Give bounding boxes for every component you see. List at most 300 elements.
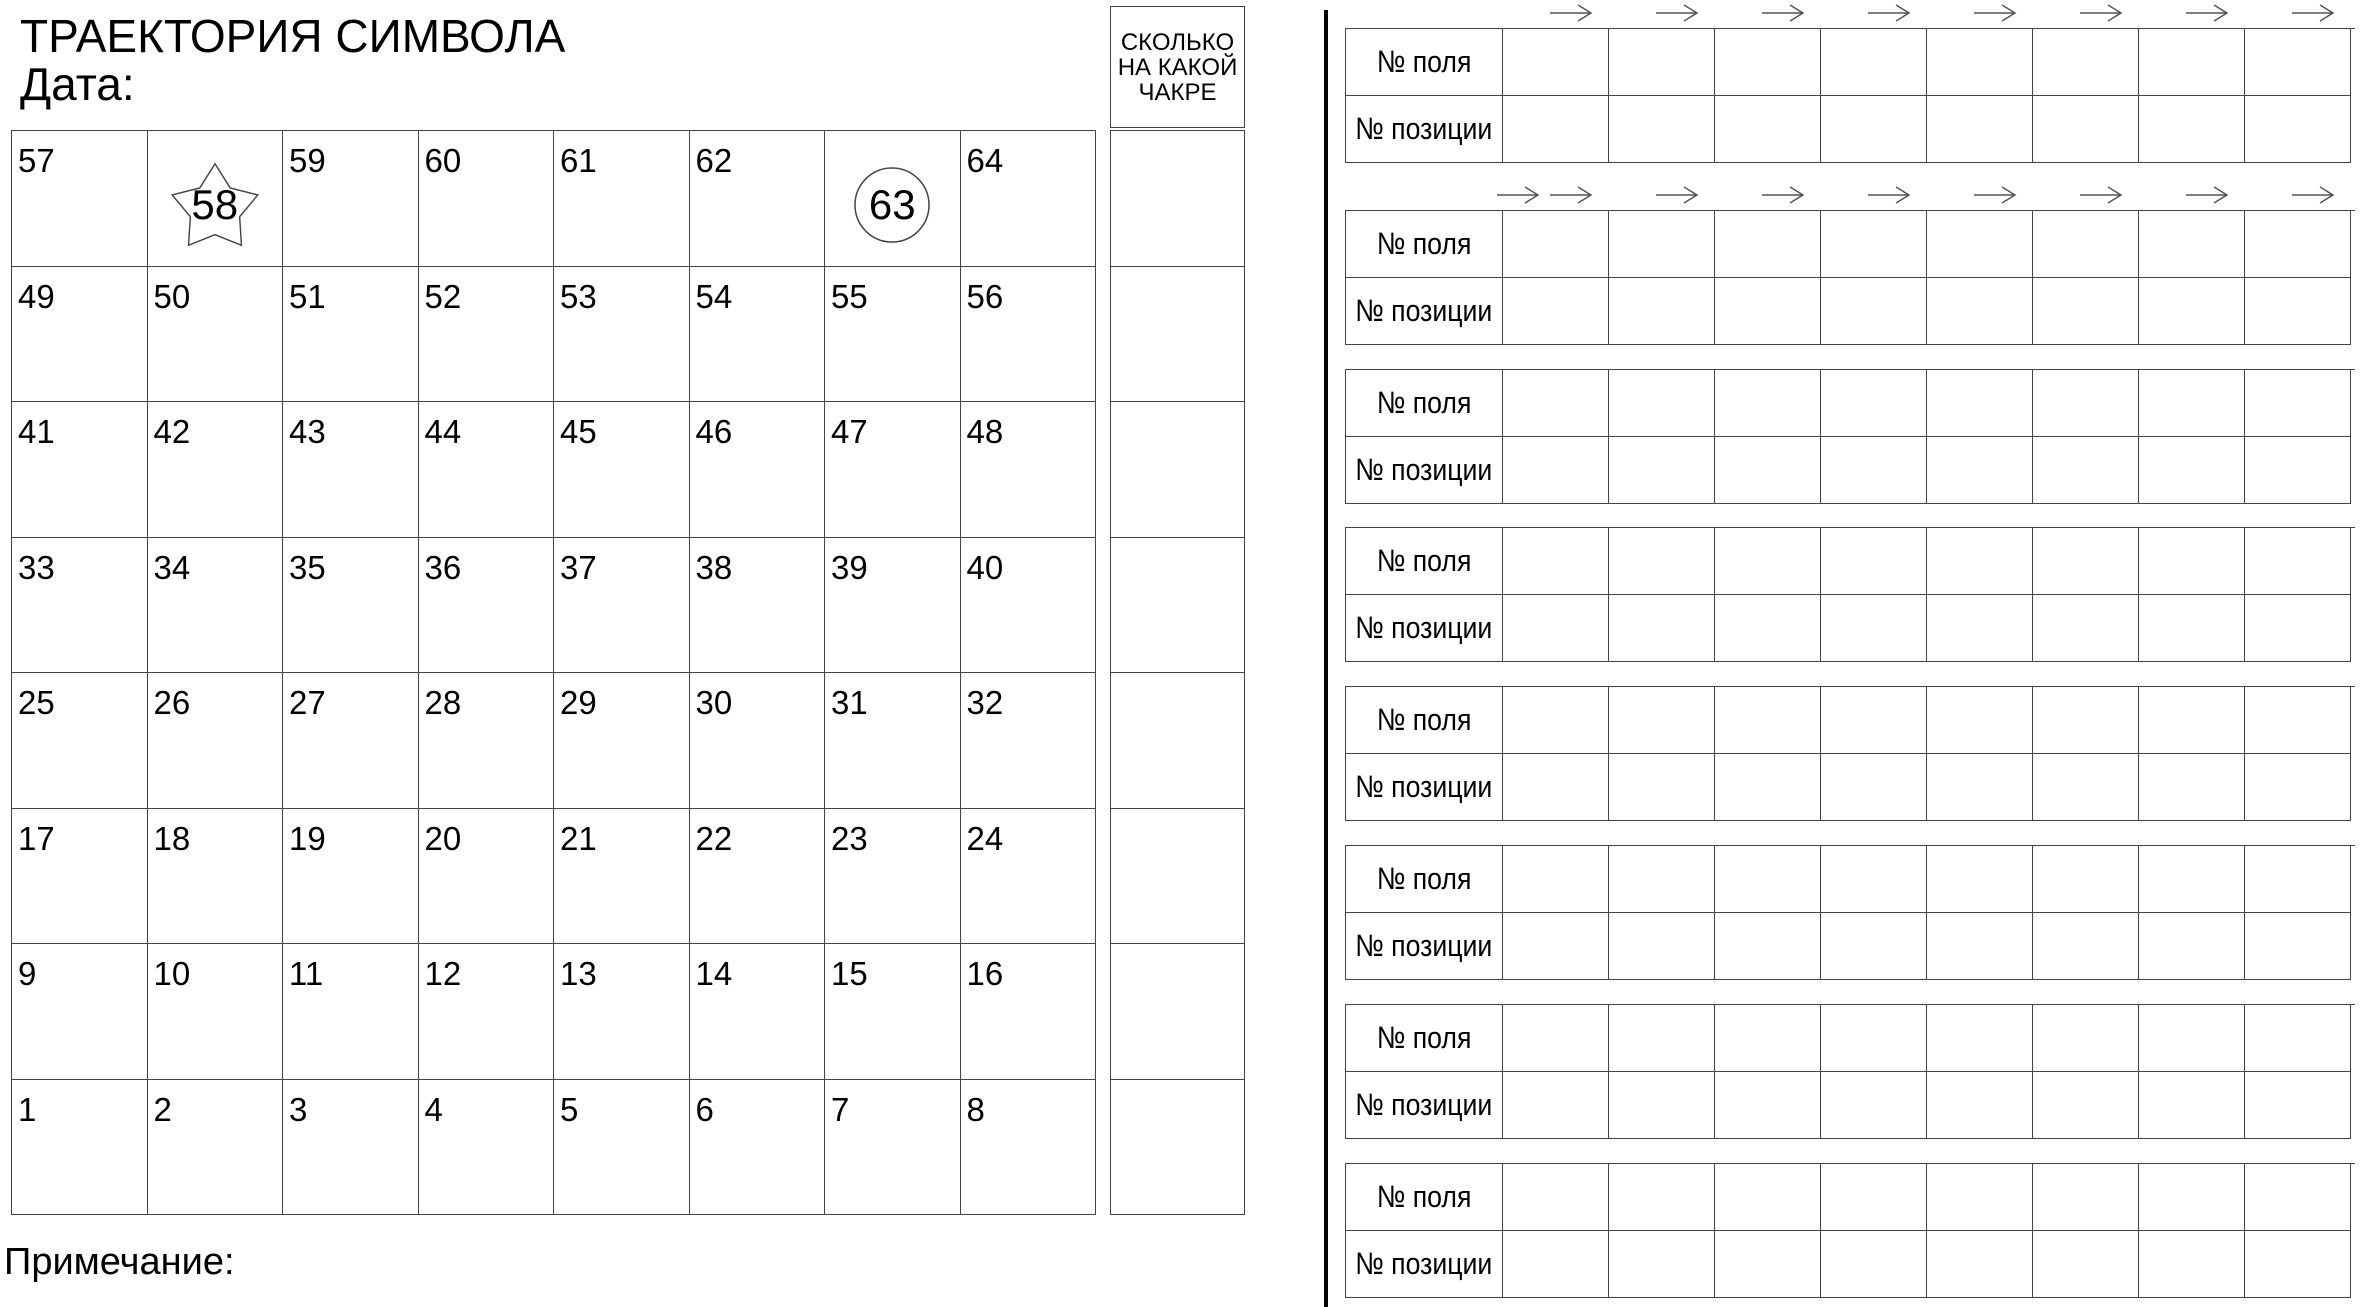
field-number-cell[interactable] bbox=[1503, 370, 1609, 437]
chakra-column bbox=[1110, 130, 1245, 1215]
cell-number: 62 bbox=[695, 142, 733, 179]
grid-cell[interactable] bbox=[283, 538, 419, 674]
date-label: Дата: bbox=[20, 58, 135, 110]
grid-cell[interactable] bbox=[554, 1080, 690, 1216]
grid-cell[interactable] bbox=[554, 131, 690, 267]
position-number-cell[interactable] bbox=[2245, 278, 2351, 345]
position-number-cell[interactable] bbox=[1503, 913, 1609, 980]
chakra-header-box bbox=[1110, 6, 1245, 128]
position-number-cell[interactable] bbox=[2033, 913, 2139, 980]
row-label-text: № позиции bbox=[1355, 769, 1493, 804]
cell-number: 12 bbox=[424, 955, 462, 992]
cell-number: 57 bbox=[18, 142, 55, 179]
cell-number: 16 bbox=[966, 955, 1004, 992]
field-number-cell[interactable] bbox=[2245, 211, 2351, 278]
position-number-cell[interactable] bbox=[2033, 1072, 2139, 1139]
page-title: ТРАЕКТОРИЯ СИМВОЛА bbox=[20, 10, 566, 62]
position-number-cell[interactable] bbox=[1821, 913, 1927, 980]
cell-number: 17 bbox=[18, 819, 55, 857]
field-number-cell[interactable] bbox=[1503, 687, 1609, 754]
grid-cell[interactable] bbox=[961, 1080, 1097, 1216]
position-number-cell[interactable] bbox=[1821, 1072, 1927, 1139]
position-number-cell[interactable] bbox=[2139, 278, 2245, 345]
position-number-cell[interactable] bbox=[2139, 913, 2245, 980]
position-number-cell[interactable] bbox=[1609, 437, 1715, 504]
cell-number: 44 bbox=[424, 413, 462, 450]
grid-cell[interactable] bbox=[554, 267, 690, 403]
grid-cell[interactable] bbox=[554, 944, 690, 1080]
field-number-cell[interactable] bbox=[1503, 1005, 1609, 1072]
position-number-cell[interactable] bbox=[1609, 754, 1715, 821]
row-label-text: № позиции bbox=[1355, 1087, 1493, 1122]
cell-number: 30 bbox=[695, 684, 733, 721]
grid-cell[interactable] bbox=[961, 402, 1097, 538]
grid-cell[interactable] bbox=[961, 131, 1097, 267]
position-number-cell[interactable] bbox=[1715, 278, 1821, 345]
position-number-cell[interactable] bbox=[1715, 913, 1821, 980]
grid-cell[interactable] bbox=[690, 267, 826, 403]
row-label-text: № поля bbox=[1376, 1020, 1472, 1055]
position-number-cell[interactable] bbox=[1503, 96, 1609, 163]
cell-number: 2 bbox=[153, 1090, 172, 1128]
grid-cell[interactable] bbox=[12, 944, 148, 1080]
field-number-cell[interactable] bbox=[2033, 687, 2139, 754]
tracking-table bbox=[1345, 369, 2355, 504]
grid-cell[interactable] bbox=[419, 944, 555, 1080]
field-number-cell[interactable] bbox=[1609, 687, 1715, 754]
field-number-cell[interactable] bbox=[2139, 528, 2245, 595]
field-number-cell[interactable] bbox=[1927, 1164, 2033, 1231]
field-number-cell[interactable] bbox=[2245, 29, 2351, 96]
grid-cell[interactable] bbox=[690, 809, 826, 945]
grid-cell[interactable] bbox=[961, 538, 1097, 674]
right-arrow-icon bbox=[1495, 184, 1541, 206]
field-number-cell[interactable] bbox=[2139, 846, 2245, 913]
position-number-cell[interactable] bbox=[2245, 96, 2351, 163]
grid-cell[interactable] bbox=[12, 673, 148, 809]
field-number-cell[interactable] bbox=[1503, 1164, 1609, 1231]
position-number-cell[interactable] bbox=[1927, 595, 2033, 662]
grid-cell[interactable] bbox=[12, 1080, 148, 1216]
position-number-cell[interactable] bbox=[2245, 595, 2351, 662]
field-number-cell[interactable] bbox=[2139, 370, 2245, 437]
chakra-cell[interactable] bbox=[1111, 267, 1244, 403]
row-label-text: № поля bbox=[1376, 702, 1472, 737]
field-number-cell[interactable] bbox=[1609, 29, 1715, 96]
field-number-cell[interactable] bbox=[1927, 846, 2033, 913]
field-number-cell[interactable] bbox=[1927, 29, 2033, 96]
cell-number: 31 bbox=[831, 684, 868, 721]
grid-cell[interactable] bbox=[283, 267, 419, 403]
grid-cell[interactable] bbox=[148, 944, 284, 1080]
grid-cell[interactable] bbox=[283, 131, 419, 267]
field-number-cell[interactable] bbox=[1609, 1005, 1715, 1072]
cell-number: 29 bbox=[560, 684, 597, 721]
position-number-cell[interactable] bbox=[2033, 96, 2139, 163]
position-number-cell[interactable] bbox=[1715, 96, 1821, 163]
field-number-cell[interactable] bbox=[2139, 29, 2245, 96]
field-number-cell[interactable] bbox=[1609, 1164, 1715, 1231]
field-number-cell[interactable] bbox=[1715, 211, 1821, 278]
field-number-cell[interactable] bbox=[1715, 29, 1821, 96]
position-number-cell[interactable] bbox=[1821, 754, 1927, 821]
cell-number: 40 bbox=[966, 548, 1004, 586]
field-number-cell[interactable] bbox=[1927, 211, 2033, 278]
field-number-cell[interactable] bbox=[2245, 370, 2351, 437]
grid-cell[interactable] bbox=[825, 131, 961, 267]
position-number-cell[interactable] bbox=[2139, 437, 2245, 504]
row-label-text: № поля bbox=[1376, 861, 1472, 896]
row-label-text: № позиции bbox=[1355, 111, 1493, 146]
position-number-cell[interactable] bbox=[1609, 278, 1715, 345]
field-number-cell[interactable] bbox=[1821, 846, 1927, 913]
position-number-cell[interactable] bbox=[2139, 1231, 2245, 1298]
tracking-table bbox=[1345, 686, 2355, 821]
grid-cell[interactable] bbox=[283, 1080, 419, 1216]
grid-cell[interactable] bbox=[419, 538, 555, 674]
position-number-cell[interactable] bbox=[2033, 595, 2139, 662]
chakra-cell[interactable] bbox=[1111, 131, 1244, 267]
position-number-cell[interactable] bbox=[1503, 437, 1609, 504]
field-number-cell[interactable] bbox=[1927, 1005, 2033, 1072]
position-number-cell[interactable] bbox=[2245, 1072, 2351, 1139]
field-number-label bbox=[1346, 687, 1503, 754]
chakra-cell[interactable] bbox=[1111, 1080, 1244, 1216]
grid-cell[interactable] bbox=[554, 538, 690, 674]
position-number-cell[interactable] bbox=[1503, 754, 1609, 821]
position-number-cell[interactable] bbox=[1715, 595, 1821, 662]
grid-cell[interactable] bbox=[148, 809, 284, 945]
field-number-cell[interactable] bbox=[2245, 1164, 2351, 1231]
position-number-cell[interactable] bbox=[1927, 1072, 2033, 1139]
grid-cell[interactable] bbox=[12, 402, 148, 538]
grid-cell[interactable] bbox=[148, 267, 284, 403]
vertical-divider bbox=[1324, 10, 1328, 1307]
position-number-label bbox=[1346, 1231, 1503, 1298]
cell-number: 46 bbox=[695, 413, 733, 450]
right-arrow-icon bbox=[1548, 2, 1594, 24]
cell-number: 4 bbox=[424, 1090, 443, 1128]
field-number-cell[interactable] bbox=[1821, 211, 1927, 278]
position-number-cell[interactable] bbox=[2033, 437, 2139, 504]
field-number-cell[interactable] bbox=[1821, 1005, 1927, 1072]
grid-cell[interactable] bbox=[12, 267, 148, 403]
cell-number: 37 bbox=[560, 548, 597, 586]
chakra-cell[interactable] bbox=[1111, 402, 1244, 538]
position-number-cell[interactable] bbox=[1715, 437, 1821, 504]
field-number-cell[interactable] bbox=[2033, 211, 2139, 278]
field-number-cell[interactable] bbox=[1609, 370, 1715, 437]
row-label-text: № поля bbox=[1376, 1179, 1472, 1214]
cell-number: 36 bbox=[424, 548, 462, 586]
chakra-header: СКОЛЬКО НА КАКОЙ ЧАКРЕ bbox=[1117, 28, 1238, 106]
grid-cell[interactable] bbox=[825, 538, 961, 674]
chakra-cell[interactable] bbox=[1111, 538, 1244, 674]
position-number-cell[interactable] bbox=[1821, 96, 1927, 163]
field-number-cell[interactable] bbox=[1609, 528, 1715, 595]
position-number-cell[interactable] bbox=[1927, 913, 2033, 980]
cell-number: 25 bbox=[18, 684, 55, 721]
tracking-table bbox=[1345, 210, 2355, 345]
cell-number: 3 bbox=[289, 1090, 308, 1128]
field-number-cell[interactable] bbox=[1715, 846, 1821, 913]
grid-cell[interactable] bbox=[148, 1080, 284, 1216]
position-number-cell[interactable] bbox=[2245, 1231, 2351, 1298]
grid-cell[interactable] bbox=[12, 809, 148, 945]
cell-number: 38 bbox=[695, 548, 733, 586]
row-label-text: № позиции bbox=[1355, 452, 1493, 487]
field-number-cell[interactable] bbox=[1609, 846, 1715, 913]
grid-cell[interactable] bbox=[148, 538, 284, 674]
cell-number: 28 bbox=[424, 684, 462, 721]
grid-cell[interactable] bbox=[419, 402, 555, 538]
right-arrow-icon bbox=[2184, 2, 2230, 24]
cell-number: 43 bbox=[289, 413, 326, 450]
field-number-cell[interactable] bbox=[2245, 687, 2351, 754]
grid-cell[interactable] bbox=[419, 809, 555, 945]
position-number-cell[interactable] bbox=[2139, 96, 2245, 163]
grid-cell[interactable] bbox=[419, 673, 555, 809]
row-label-text: № поля bbox=[1376, 226, 1472, 261]
field-number-cell[interactable] bbox=[1715, 1005, 1821, 1072]
cell-number: 54 bbox=[695, 277, 733, 315]
grid-cell[interactable] bbox=[419, 131, 555, 267]
grid-cell[interactable] bbox=[12, 538, 148, 674]
field-number-cell[interactable] bbox=[1503, 846, 1609, 913]
position-number-cell[interactable] bbox=[2139, 595, 2245, 662]
grid-cell[interactable] bbox=[283, 809, 419, 945]
grid-cell[interactable] bbox=[283, 402, 419, 538]
field-number-cell[interactable] bbox=[2033, 370, 2139, 437]
grid-cell[interactable] bbox=[690, 402, 826, 538]
grid-cell[interactable] bbox=[283, 944, 419, 1080]
field-number-cell[interactable] bbox=[2139, 1005, 2245, 1072]
cell-number: 22 bbox=[695, 819, 733, 857]
cell-number: 48 bbox=[966, 413, 1004, 450]
position-number-label bbox=[1346, 278, 1503, 345]
right-arrow-icon bbox=[2290, 2, 2336, 24]
field-number-cell[interactable] bbox=[1821, 687, 1927, 754]
field-number-label bbox=[1346, 29, 1503, 96]
field-number-cell[interactable] bbox=[1715, 687, 1821, 754]
chakra-cell[interactable] bbox=[1111, 944, 1244, 1080]
grid-cell[interactable] bbox=[283, 673, 419, 809]
position-number-cell[interactable] bbox=[1821, 437, 1927, 504]
cell-number: 60 bbox=[424, 142, 462, 179]
cell-number: 15 bbox=[831, 955, 868, 992]
position-number-label bbox=[1346, 437, 1503, 504]
field-number-label bbox=[1346, 528, 1503, 595]
field-number-cell[interactable] bbox=[1927, 370, 2033, 437]
position-number-cell[interactable] bbox=[1503, 1231, 1609, 1298]
field-number-cell[interactable] bbox=[1503, 528, 1609, 595]
position-number-cell[interactable] bbox=[1927, 437, 2033, 504]
grid-cell[interactable] bbox=[690, 538, 826, 674]
cell-number: 24 bbox=[966, 819, 1004, 857]
right-arrow-icon bbox=[1760, 184, 1806, 206]
field-number-cell[interactable] bbox=[1821, 1164, 1927, 1231]
cell-number: 34 bbox=[153, 548, 191, 586]
trajectory-grid bbox=[11, 130, 1096, 1215]
cell-number: 52 bbox=[424, 277, 462, 315]
position-number-cell[interactable] bbox=[2245, 913, 2351, 980]
grid-cell[interactable] bbox=[825, 809, 961, 945]
position-number-cell[interactable] bbox=[1503, 278, 1609, 345]
cell-number: 35 bbox=[289, 548, 326, 586]
field-number-cell[interactable] bbox=[1821, 29, 1927, 96]
position-number-cell[interactable] bbox=[1715, 1231, 1821, 1298]
position-number-cell[interactable] bbox=[1821, 595, 1927, 662]
position-number-cell[interactable] bbox=[1927, 1231, 2033, 1298]
position-number-cell[interactable] bbox=[2033, 1231, 2139, 1298]
position-number-cell[interactable] bbox=[1609, 1072, 1715, 1139]
grid-cell[interactable] bbox=[554, 809, 690, 945]
position-number-cell[interactable] bbox=[1927, 96, 2033, 163]
cell-number: 11 bbox=[289, 955, 324, 992]
field-number-cell[interactable] bbox=[2245, 528, 2351, 595]
cell-number: 9 bbox=[18, 955, 37, 992]
grid-cell[interactable] bbox=[961, 944, 1097, 1080]
position-number-label bbox=[1346, 754, 1503, 821]
cell-number: 53 bbox=[560, 277, 597, 315]
field-number-cell[interactable] bbox=[2033, 1164, 2139, 1231]
right-arrow-icon bbox=[1548, 184, 1594, 206]
tracking-table bbox=[1345, 28, 2355, 163]
position-number-label bbox=[1346, 595, 1503, 662]
right-arrow-icon bbox=[1654, 184, 1700, 206]
field-number-cell[interactable] bbox=[1927, 528, 2033, 595]
field-number-cell[interactable] bbox=[2245, 1005, 2351, 1072]
position-number-cell[interactable] bbox=[1927, 754, 2033, 821]
field-number-cell[interactable] bbox=[2033, 29, 2139, 96]
right-arrow-icon bbox=[2290, 184, 2336, 206]
cell-number: 13 bbox=[560, 955, 597, 992]
field-number-cell[interactable] bbox=[1715, 370, 1821, 437]
field-number-cell[interactable] bbox=[1609, 211, 1715, 278]
grid-cell[interactable] bbox=[148, 402, 284, 538]
field-number-cell[interactable] bbox=[1821, 528, 1927, 595]
position-number-cell[interactable] bbox=[2245, 754, 2351, 821]
field-number-cell[interactable] bbox=[2033, 846, 2139, 913]
grid-cell[interactable] bbox=[961, 809, 1097, 945]
cell-number: 33 bbox=[18, 548, 55, 586]
position-number-label bbox=[1346, 1072, 1503, 1139]
marked-cell-number: 58 bbox=[191, 180, 239, 228]
position-number-cell[interactable] bbox=[2033, 278, 2139, 345]
cell-number: 39 bbox=[831, 548, 868, 586]
grid-cell[interactable] bbox=[690, 1080, 826, 1216]
position-number-cell[interactable] bbox=[1503, 1072, 1609, 1139]
grid-cell[interactable] bbox=[825, 673, 961, 809]
position-number-cell[interactable] bbox=[2245, 437, 2351, 504]
position-number-cell[interactable] bbox=[1609, 1231, 1715, 1298]
cell-number: 23 bbox=[831, 819, 868, 857]
cell-number: 47 bbox=[831, 413, 868, 450]
grid-cell[interactable] bbox=[419, 267, 555, 403]
grid-cell[interactable] bbox=[961, 267, 1097, 403]
grid-cell[interactable] bbox=[825, 267, 961, 403]
row-label-text: № позиции bbox=[1355, 1246, 1493, 1281]
cell-number: 6 bbox=[695, 1090, 714, 1128]
cell-number: 59 bbox=[289, 142, 326, 179]
grid-cell[interactable] bbox=[554, 673, 690, 809]
right-arrow-icon bbox=[2078, 2, 2124, 24]
field-number-cell[interactable] bbox=[2245, 846, 2351, 913]
cell-number: 26 bbox=[153, 684, 191, 721]
grid-cell[interactable] bbox=[825, 1080, 961, 1216]
grid-cell[interactable] bbox=[690, 131, 826, 267]
field-number-cell[interactable] bbox=[1927, 687, 2033, 754]
grid-cell[interactable] bbox=[690, 944, 826, 1080]
cell-number: 18 bbox=[153, 819, 191, 857]
position-number-cell[interactable] bbox=[2139, 754, 2245, 821]
grid-cell[interactable] bbox=[148, 673, 284, 809]
grid-cell[interactable] bbox=[961, 673, 1097, 809]
field-number-cell[interactable] bbox=[1715, 528, 1821, 595]
field-number-cell[interactable] bbox=[2033, 528, 2139, 595]
cell-number: 8 bbox=[966, 1090, 985, 1128]
field-number-cell[interactable] bbox=[2139, 211, 2245, 278]
field-number-label bbox=[1346, 1005, 1503, 1072]
cell-number: 61 bbox=[560, 142, 597, 179]
chakra-cell[interactable] bbox=[1111, 673, 1244, 809]
cell-number: 20 bbox=[424, 819, 462, 857]
cell-number: 5 bbox=[560, 1090, 579, 1128]
field-number-cell[interactable] bbox=[1503, 29, 1609, 96]
grid-cell[interactable] bbox=[825, 402, 961, 538]
row-label-text: № позиции bbox=[1355, 928, 1493, 963]
field-number-cell[interactable] bbox=[2033, 1005, 2139, 1072]
position-number-cell[interactable] bbox=[2033, 754, 2139, 821]
cell-number: 21 bbox=[560, 819, 597, 857]
position-number-cell[interactable] bbox=[1609, 96, 1715, 163]
field-number-label bbox=[1346, 846, 1503, 913]
position-number-cell[interactable] bbox=[1821, 278, 1927, 345]
field-number-cell[interactable] bbox=[2139, 687, 2245, 754]
position-number-cell[interactable] bbox=[1715, 1072, 1821, 1139]
position-number-cell[interactable] bbox=[1715, 754, 1821, 821]
field-number-label bbox=[1346, 211, 1503, 278]
position-number-cell[interactable] bbox=[1927, 278, 2033, 345]
field-number-cell[interactable] bbox=[1821, 370, 1927, 437]
grid-cell[interactable] bbox=[419, 1080, 555, 1216]
grid-cell[interactable] bbox=[825, 944, 961, 1080]
grid-cell[interactable] bbox=[12, 131, 148, 267]
position-number-cell[interactable] bbox=[1609, 595, 1715, 662]
position-number-cell[interactable] bbox=[1609, 913, 1715, 980]
row-label-text: № поля bbox=[1376, 543, 1472, 578]
grid-cell[interactable] bbox=[690, 673, 826, 809]
position-number-cell[interactable] bbox=[2139, 1072, 2245, 1139]
grid-cell[interactable] bbox=[554, 402, 690, 538]
right-arrow-icon bbox=[2078, 184, 2124, 206]
cell-number: 27 bbox=[289, 684, 326, 721]
field-number-cell[interactable] bbox=[1503, 211, 1609, 278]
field-number-cell[interactable] bbox=[2139, 1164, 2245, 1231]
position-number-cell[interactable] bbox=[1503, 595, 1609, 662]
cell-number: 45 bbox=[560, 413, 597, 450]
field-number-cell[interactable] bbox=[1715, 1164, 1821, 1231]
grid-cell[interactable] bbox=[148, 131, 284, 267]
chakra-cell[interactable] bbox=[1111, 809, 1244, 945]
position-number-cell[interactable] bbox=[1821, 1231, 1927, 1298]
cell-number: 32 bbox=[966, 684, 1004, 721]
tracking-tables bbox=[1345, 0, 2375, 1307]
marked-cell-number: 63 bbox=[868, 180, 916, 228]
note-label: Примечание: bbox=[4, 1241, 235, 1283]
cell-number: 14 bbox=[695, 955, 733, 992]
position-number-label bbox=[1346, 913, 1503, 980]
